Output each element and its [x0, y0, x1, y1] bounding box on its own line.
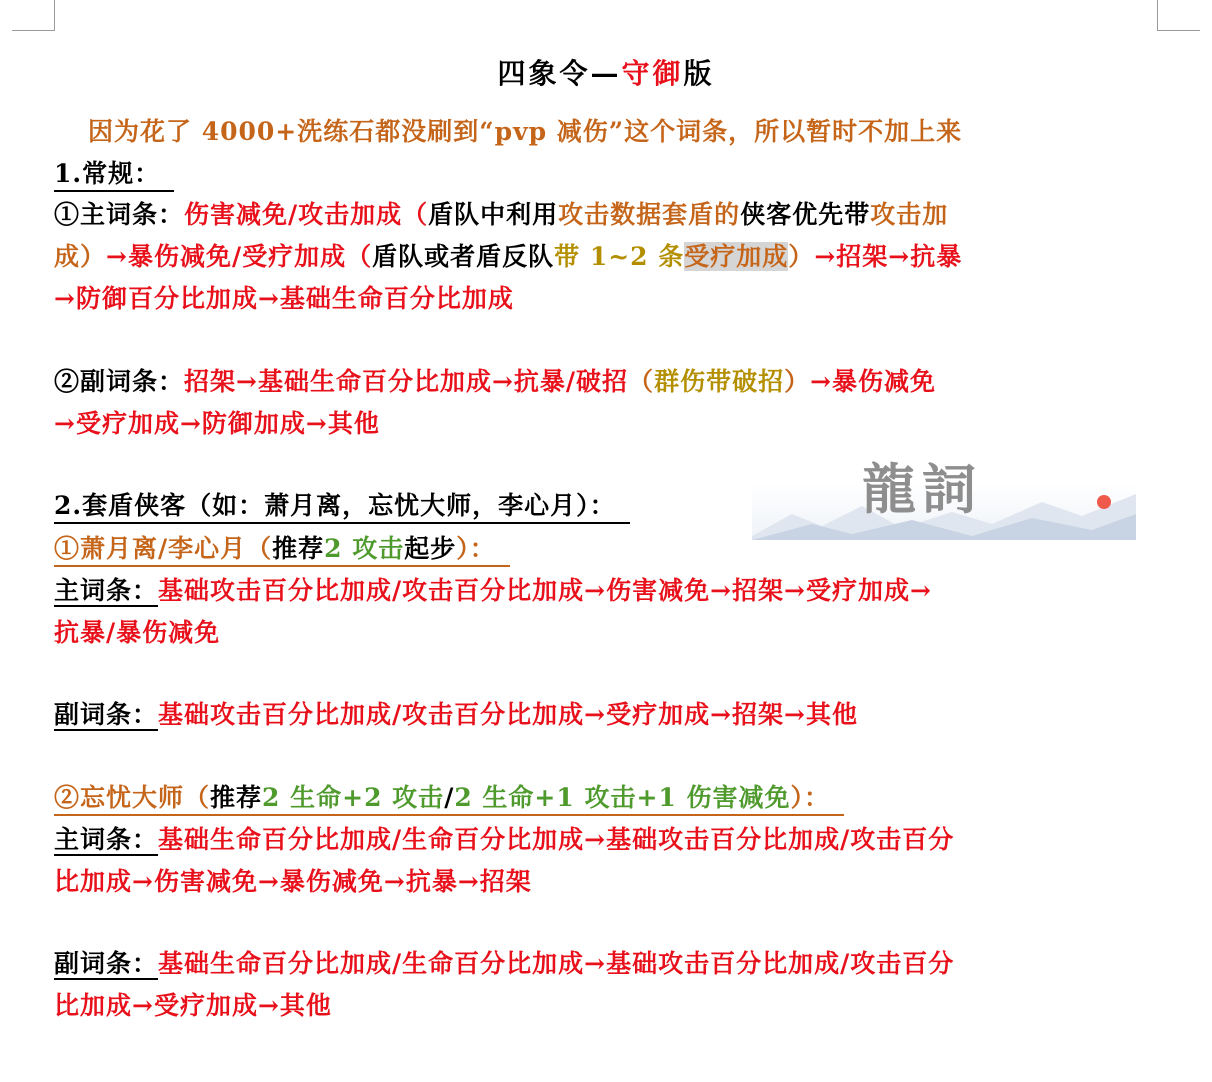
group-title-text: ②忘忧大师（ — [54, 783, 211, 812]
main-affix-text: →招架→抗暴 — [814, 242, 963, 271]
group-title-text: 2 攻击 — [324, 534, 405, 563]
group-title-text: 2 生命+2 攻击 — [262, 783, 445, 812]
sub-affix-label: ②副词条： — [54, 367, 185, 396]
sec1-main-line-2 — [54, 241, 962, 273]
main-affix-text: 基础攻击百分比加成/攻击百分比加成→伤害减免→招架→受疗加成→ — [158, 576, 932, 605]
group-1-sub-line — [54, 699, 858, 731]
section-2-heading-text: 2.套盾侠客（如：萧月离，忘忧大师，李心月）： — [54, 490, 630, 524]
section-1-heading-text: 1.常规： — [54, 158, 174, 192]
group-2-sub-line-1 — [54, 948, 954, 980]
sub-affix-label: 副词条： — [54, 949, 159, 978]
sec1-main-line-3: →防御百分比加成→基础生命百分比加成 — [54, 284, 514, 313]
sub-affix-label: 副词条： — [54, 700, 159, 729]
main-affix-note: 攻击数据套盾的 — [558, 200, 741, 229]
section-2-heading — [54, 490, 630, 524]
group-2-sub-line-2: 比加成→受疗加成→其他 — [54, 991, 332, 1020]
group-title-text: ）： — [790, 783, 831, 812]
group-title-text: ）： — [456, 534, 496, 563]
sub-affix-text: 基础攻击百分比加成/攻击百分比加成→受疗加成→招架→其他 — [158, 700, 858, 729]
sub-affix-note: ） — [784, 367, 811, 396]
section-1-heading — [54, 158, 174, 192]
highlighted-text: 受疗加成 — [684, 242, 789, 271]
group-1-main-line-2: 抗暴/暴伤减免 — [54, 618, 221, 647]
group-2-title-underline — [54, 782, 844, 816]
group-title-text: 推荐 — [272, 534, 325, 563]
sec1-sub-line-2: →受疗加成→防御加成→其他 — [54, 409, 380, 438]
group-2-main-line-2: 比加成→伤害减免→暴伤减免→抗暴→招架 — [54, 867, 532, 896]
main-affix-text: 伤害减免/攻击加成（ — [184, 200, 429, 229]
main-affix-note: ） — [788, 242, 815, 271]
sub-affix-note: （ — [628, 367, 655, 396]
title-text-2: 守御 — [621, 57, 684, 90]
watermark-text: 龍詞 — [862, 457, 982, 521]
sub-affix-text: 招架→基础生命百分比加成→抗暴/破招 — [184, 367, 629, 396]
group-title-text: 推荐 — [210, 783, 263, 812]
group-title-text: 2 生命+1 攻击+1 伤害减免 — [454, 783, 791, 812]
sub-affix-note: 群伤带破招 — [654, 367, 785, 396]
watermark-landscape-icon — [752, 444, 1136, 540]
title-text-1: 四象令— — [497, 57, 622, 90]
group-1-title-underline — [54, 533, 510, 567]
main-affix-text: 基础生命百分比加成/生命百分比加成→基础攻击百分比加成/攻击百分 — [158, 825, 955, 854]
main-affix-label: 主词条： — [54, 576, 159, 605]
intro-note: 因为花了 4000+洗练石都没刷到“pvp 减伤”这个词条，所以暂时不加上来 — [88, 117, 963, 146]
group-1-main-line-1 — [54, 575, 932, 607]
group-title-text: / — [444, 783, 455, 812]
main-affix-note: 带 1~2 条 — [554, 242, 685, 271]
sub-affix-text: →暴伤减免 — [810, 367, 937, 396]
group-1-title — [54, 533, 510, 567]
group-title-text: 起步 — [404, 534, 457, 563]
main-affix-note: 攻击加 — [870, 200, 949, 229]
sub-affix-text: 基础生命百分比加成/生命百分比加成→基础攻击百分比加成/攻击百分 — [158, 949, 955, 978]
group-title-text: ①萧月离/李心月（ — [54, 534, 273, 563]
document-title — [0, 52, 1212, 92]
main-affix-note: 盾队或者盾反队 — [372, 242, 555, 271]
sec1-sub-line-1 — [54, 366, 936, 398]
group-2-title — [54, 782, 844, 816]
main-affix-text: →暴伤减免/受疗加成（ — [106, 242, 373, 271]
main-affix-note: 成） — [54, 242, 107, 271]
main-affix-note: 盾队中利用 — [428, 200, 559, 229]
page-corner-mark-top-right — [1157, 0, 1200, 31]
main-affix-label: ①主词条： — [54, 200, 185, 229]
main-affix-label: 主词条： — [54, 825, 159, 854]
main-affix-note: 侠客优先带 — [740, 200, 871, 229]
page-corner-mark-top-left — [12, 0, 55, 31]
sec1-main-line-1 — [54, 199, 948, 231]
watermark-logo — [752, 444, 1136, 540]
group-2-main-line-1 — [54, 824, 954, 856]
title-text-3: 版 — [683, 57, 715, 90]
